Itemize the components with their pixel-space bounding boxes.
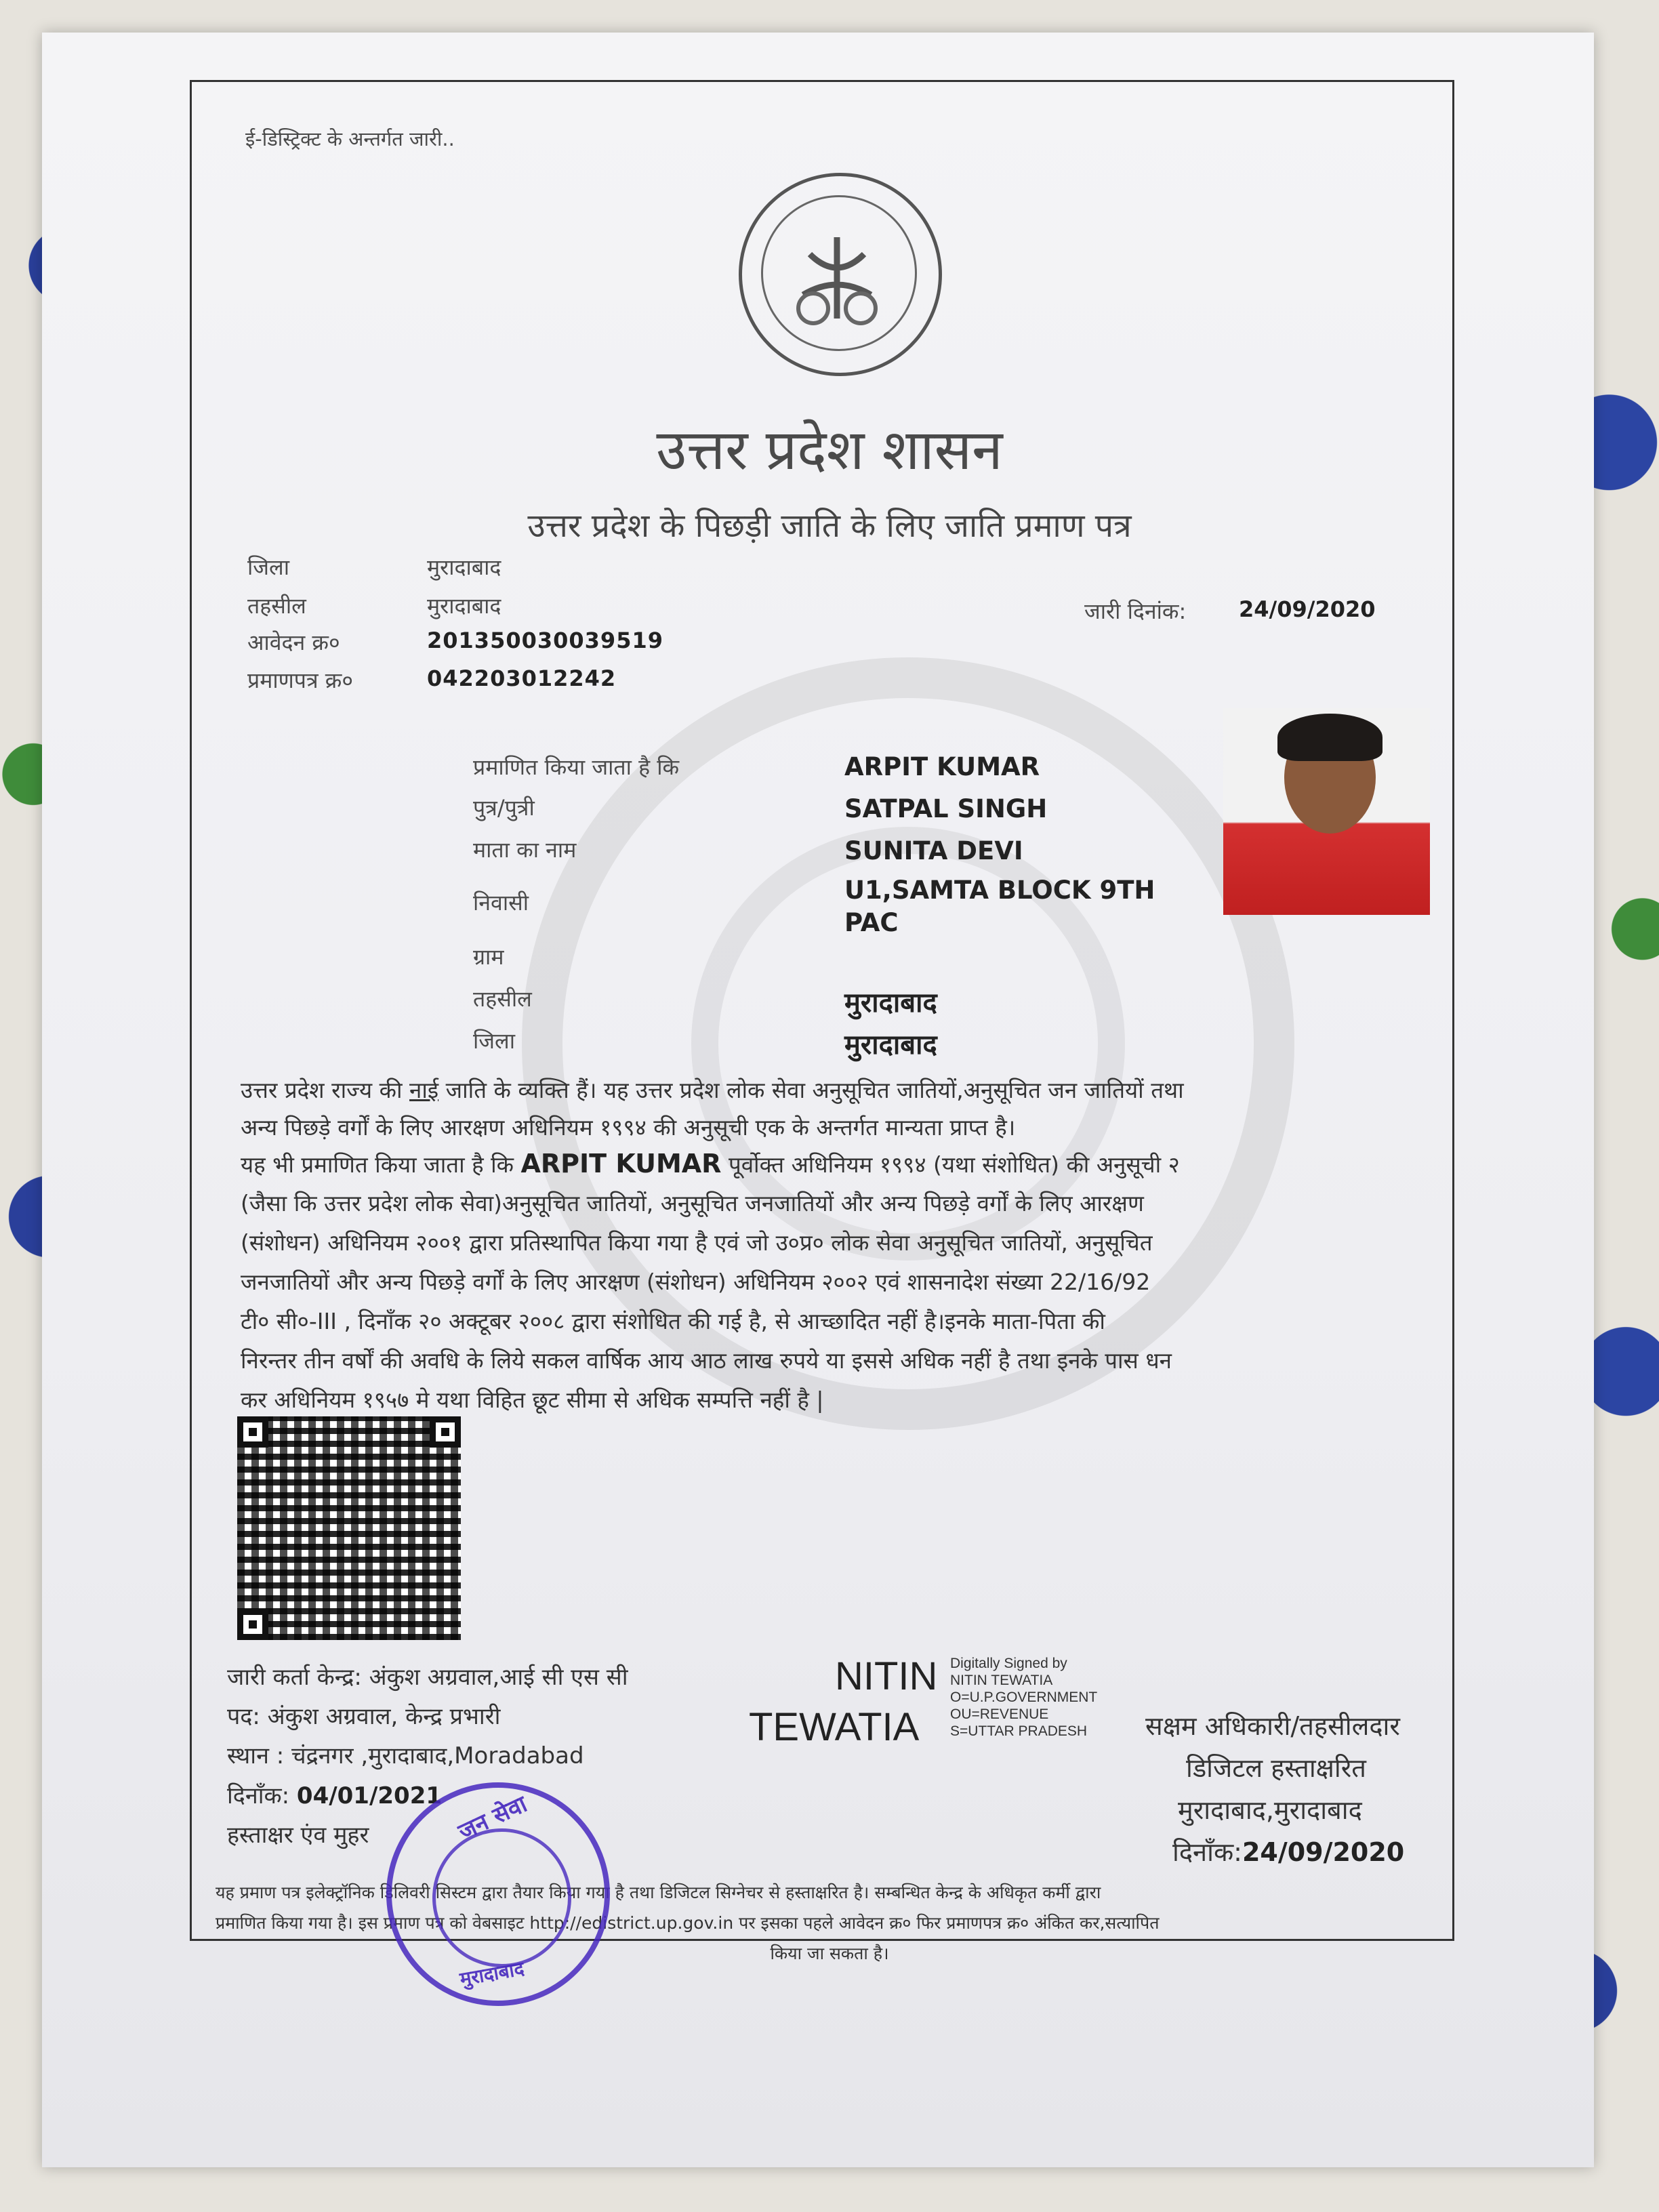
para2-line6: निरन्तर तीन वर्षों की अवधि के लिये सकल वार्षिक आय आठ लाख रुपये या इससे अधिक नहीं है तथा इनके पास धन (241, 1347, 1172, 1374)
address-line-2: PAC (844, 908, 899, 937)
address-line-1: U1,SAMTA BLOCK 9TH (844, 876, 1155, 905)
mother-label: माता का नाम (473, 837, 577, 863)
issuer-signature-label: हस्ताक्षर एंव मुहर (227, 1822, 369, 1849)
certificate-number: 042203012242 (427, 665, 617, 691)
person-district-label: जिला (473, 1028, 516, 1054)
para1-line2: अन्य पिछड़े वर्गों के लिए आरक्षण अधिनियम १९९४ की अनुसूची एक के अन्तर्गत मान्यता प्राप्त है। (241, 1114, 1016, 1141)
para2-line4: जनजातियों और अन्य पिछड़े वर्गों के लिए आरक्षण (संशोधन) अधिनियम २००२ एवं शासनादेश संख्या 22/16/92 (241, 1269, 1151, 1295)
issuer-centre: जारी कर्ता केन्द्र: अंकुश अग्रवाल,आई सी एस सी (227, 1664, 628, 1691)
official-stamp: जन सेवा मुरादाबाद (386, 1782, 610, 2006)
issue-date-value: 24/09/2020 (1239, 596, 1376, 622)
father-name: SATPAL SINGH (844, 794, 1048, 823)
footer-line1: यह प्रमाण पत्र इलेक्ट्रॉनिक डिलिवरी सिस्टम द्वारा तैयार किया गया है तथा डिजिटल सिग्नेचर से हस्ताक्षरित है। सम्बन्धित केन्द्र के अधिकृत कर्मी द्वारा (216, 1883, 1101, 1902)
issuer-date: दिनाँक: 04/01/2021 (227, 1782, 443, 1809)
relation-label: पुत्र/पुत्री (473, 795, 535, 821)
issuer-place: स्थान : चंद्रनगर ,मुरादाबाद,Moradabad (227, 1742, 584, 1769)
page-subtitle: उत्तर प्रदेश के पिछड़ी जाति के लिए जाति प्रमाण पत्र (527, 507, 1132, 545)
authority-title: सक्षम अधिकारी/तहसीलदार (1145, 1711, 1400, 1741)
tehsil-value: मुरादाबाद (427, 593, 501, 619)
para2-line7: कर अधिनियम १९५७ मे यथा विहित छूट सीमा से अधिक सम्पत्ति नहीं है | (241, 1387, 824, 1413)
tehsil-label: तहसील (247, 593, 306, 619)
page-title: उत्तर प्रदेश शासन (656, 418, 1003, 483)
person-district-value: मुरादाबाद (844, 1029, 937, 1061)
para2-applicant-name: ARPIT KUMAR (520, 1149, 722, 1179)
digital-signature-details: Digitally Signed by NITIN TEWATIA O=U.P.GOVERNMENT OU=REVENUE S=UTTAR PRADESH (950, 1656, 1098, 1739)
certificate-label: प्रमाणपत्र क्र० (247, 668, 353, 693)
header-note: ई-डिस्ट्रिक्ट के अन्तर्गत जारी.. (245, 127, 455, 150)
signer-first-name: NITIN (835, 1654, 938, 1698)
caste-name: नाई (409, 1077, 439, 1103)
application-number: 201350030039519 (427, 628, 663, 653)
authority-date: दिनाँक:24/09/2020 (1172, 1837, 1405, 1867)
para1-line1: उत्तर प्रदेश राज्य की नाई जाति के व्यक्ति हैं। यह उत्तर प्रदेश लोक सेवा अनुसूचित जातियों,अनुसूचित जन जातियों तथा (241, 1077, 1184, 1103)
para2-line2: (जैसा कि उत्तर प्रदेश लोक सेवा)अनुसूचित जातियों, अनुसूचित जनजातियों और अन्य पिछड़े वर्गों के लिए आरक्षण (241, 1190, 1144, 1216)
district-label: जिला (247, 554, 290, 580)
mother-name: SUNITA DEVI (844, 836, 1023, 865)
applicant-photo (1223, 708, 1430, 915)
para2-line5: टी० सी०-III , दिनाँक २० अक्टूबर २००८ द्वारा संशोधित की गई है, से आच्छादित नहीं है।इनके माता-पिता की (241, 1308, 1105, 1334)
footer-line2: प्रमाणित किया गया है। इस प्रमाण पत्र को वेबसाइट http://edistrict.up.gov.in पर इसका पहले आवेदन क्र० फिर प्रमाणपत्र क्र० अंकित कर,सत्यापित (216, 1913, 1160, 1933)
authority-place: मुरादाबाद,मुरादाबाद (1178, 1795, 1362, 1825)
footer-line3: किया जा सकता है। (770, 1944, 889, 1963)
application-label: आवेदन क्र० (247, 630, 340, 655)
para2-line3: (संशोधन) अधिनियम २००१ द्वारा प्रतिस्थापित किया गया है एवं जो उ०प्र० लोक सेवा अनुसूचित जातियों, अनुसूचित (241, 1229, 1153, 1256)
signer-last-name: TEWATIA (749, 1705, 920, 1749)
verification-qr-code (237, 1416, 461, 1640)
issuer-post: पद: अंकुश अग्रवाल, केन्द्र प्रभारी (227, 1703, 501, 1730)
village-label: ग्राम (473, 944, 504, 970)
certified-label: प्रमाणित किया जाता है कि (473, 754, 680, 780)
person-tehsil-label: तहसील (473, 986, 532, 1012)
district-value: मुरादाबाद (427, 554, 501, 580)
person-tehsil-value: मुरादाबाद (844, 987, 937, 1019)
authority-digital-signed: डिजिटल हस्ताक्षरित (1186, 1753, 1366, 1783)
resident-label: निवासी (473, 890, 529, 916)
para2-line1: यह भी प्रमाणित किया जाता है कि ARPIT KUMAR पूर्वोक्त अधिनियम १९९४ (यथा संशोधित) की अनुसूची २ (241, 1149, 1180, 1179)
applicant-name: ARPIT KUMAR (844, 752, 1040, 781)
up-emblem-icon (739, 173, 942, 376)
issue-date-label: जारी दिनांक: (1084, 598, 1187, 624)
